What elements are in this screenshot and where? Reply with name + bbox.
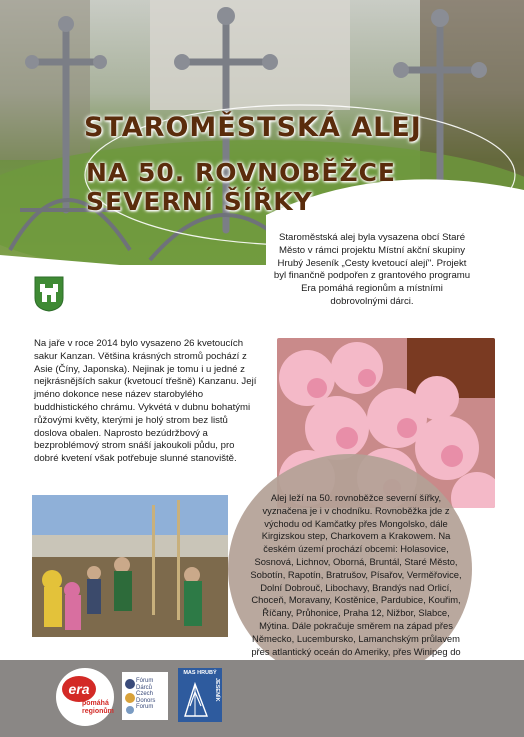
- hero-photo: [0, 0, 524, 265]
- sakura-paragraph: Na jaře v roce 2014 bylo vysazeno 26 kvetoucích sakur Kanzan. Většina krásných stromů pochází z Asie (Číny, Japonska). Nejinak je tomu i u jedné z nejkrásnějších sakur (kvetoucí třešně) Kanzanu. Její jméno dokonce nese název starobylého buddhistického chrámu. Vykvétá v dubnu bohatými růžovými květy, kterými je holý strom bez listů doslova obalen. Naprosto bezúdržbový a bezproblémový strom snáší jakoukoli půdu, pro dobré kvetení však potřebuje slunné stanoviště.: [34, 338, 257, 465]
- mas-logo-tree-icon: [181, 680, 211, 718]
- era-logo-subtitle: pomáhá regionům: [82, 700, 114, 715]
- town-crest-icon: [34, 276, 64, 312]
- forum-logo-text: Fórum Dárců Czech Donors Forum: [136, 678, 156, 711]
- title-line-2: NA 50. ROVNOBĚŽCE SEVERNÍ ŠÍŘKY: [86, 158, 397, 216]
- mas-hruby-jesenik-logo: [178, 668, 222, 722]
- forum-darcu-logo: [122, 672, 168, 720]
- intro-paragraph: Staroměstská alej byla vysazena obcí Staré Město v rámci projektu Místní akční skupiny Hrubý Jeseník „Cesty kvetoucí alejí". Projekt byl finančně podpořen z grantového programu Era pomáhá regionům a místními dobrovolnými dárci.: [273, 232, 471, 307]
- mas-logo-side-text: JESENÍK: [214, 678, 220, 702]
- tree-planting-photo: [32, 495, 228, 637]
- era-logo-mark: era: [62, 676, 96, 702]
- era-logo: [56, 668, 114, 726]
- forum-logo-mark-icon: [124, 676, 136, 716]
- title-line-1: STAROMĚSTSKÁ ALEJ: [84, 112, 422, 143]
- mas-logo-top-text: MAS HRUBÝ: [183, 670, 217, 676]
- parallel-paragraph: Alej leží na 50. rovnoběžce severní šířky, vyznačena je i v chodníku. Rovnoběžka jde z východu od Kamčatky přes Mongolsko, dále Kirgizskou step, Charkovem a Krakowem. Na českém území prochází obcemi: Holasovice, Sosnová, Lichnov, Oborná, Bruntál, Staré Město, Sobotín, Rapotín, Bratrušov, Písařov, Verměřovice, Dolní Dobrouč, Libochavy, Brandýs nad Orlicí, Choceň, Moravany, Kostěnice, Pardubice, Kouřim, Říčany, Průhonice, Praha 12, Nižbor, Slabce, Mýtina. Dále pokračuje směrem na západ přes Německo, Lucembursko, Lamanchským průlavem přes atlantický oceán do Ameriky, přes Winipeg do: [250, 492, 462, 657]
